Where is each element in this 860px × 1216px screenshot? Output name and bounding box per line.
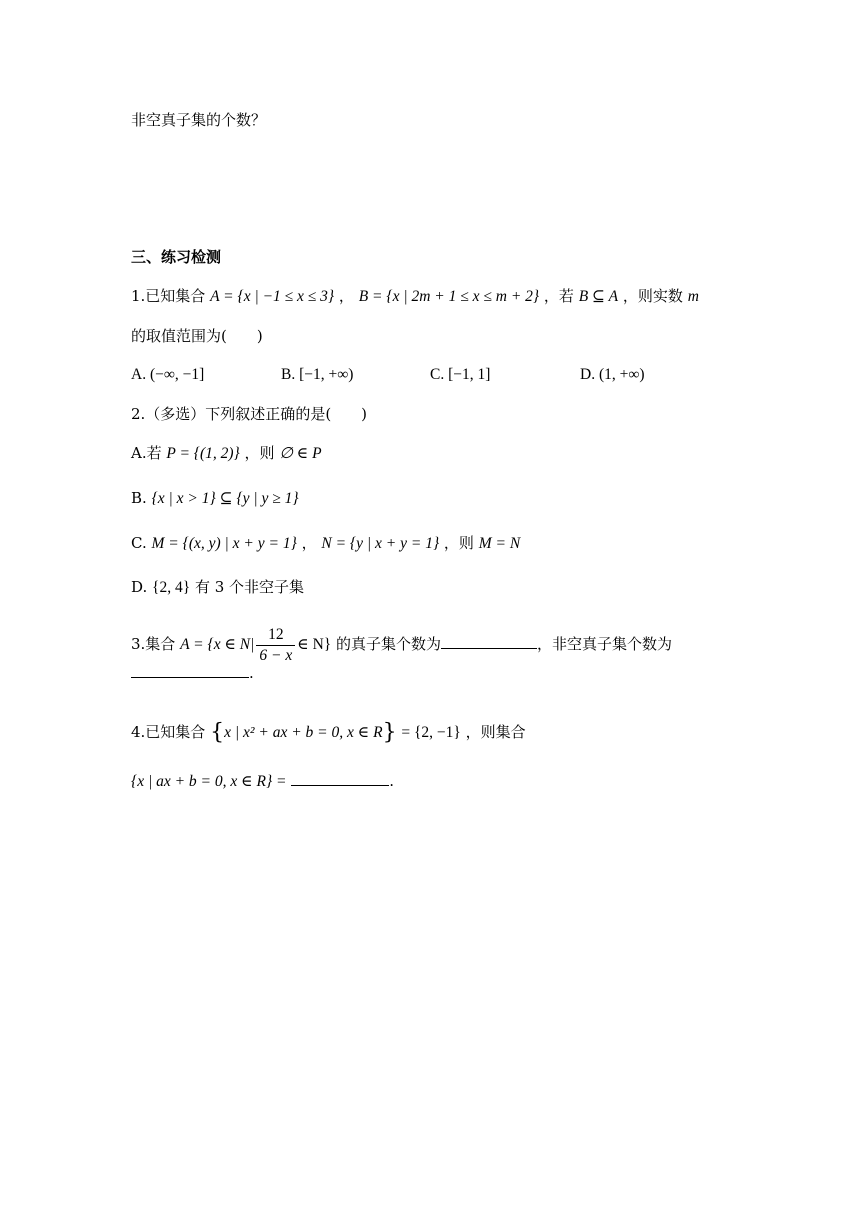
intro-text: 非空真子集的个数？ <box>131 111 267 129</box>
q2-c-math-1: M = {(x, y) | x + y = 1} <box>151 535 297 552</box>
q1-prefix: 1.已知集合 <box>131 287 206 305</box>
q2-option-d <box>131 577 304 598</box>
q2-c-math-3: M = N <box>478 535 521 552</box>
q3-math-right: ∈ N} <box>297 636 332 653</box>
q2-c-sep: ， <box>301 534 317 552</box>
q2-a-math-1: P = {(1, 2)} <box>166 445 240 462</box>
q2-b-prefix: B. <box>131 489 147 507</box>
q1-sep: ， <box>338 287 354 305</box>
question-1-line-2: 的取值范围为( ) <box>131 327 263 345</box>
q2-c-math-2: N = {y | x + y = 1} <box>321 535 440 552</box>
q3-fraction-denominator: 6 − x <box>259 646 293 664</box>
question-1-line-1 <box>131 286 699 307</box>
q4-math: x | x² + ax + b = 0, x ∈ R <box>224 724 383 741</box>
q2-option-b <box>131 488 299 509</box>
section-title: 三、练习检测 <box>131 248 222 266</box>
q2-c-prefix: C. <box>131 534 147 552</box>
q3-fraction <box>256 625 295 666</box>
q4-left-brace: { <box>210 720 225 745</box>
q4-tail: ，则集合 <box>465 723 526 741</box>
q2-d-math: {2, 4} <box>152 579 191 596</box>
question-3-line-1 <box>131 624 672 666</box>
q1-tail: ，则实数 <box>622 287 683 305</box>
q1-option-d: D. (1, +∞) <box>580 366 645 383</box>
q2-a-mid: ，则 <box>244 444 275 462</box>
q1-option-a: A. (−∞, −1] <box>131 366 205 383</box>
q2-d-prefix: D. <box>131 578 148 596</box>
q2-c-mid: ，则 <box>443 534 474 552</box>
q3-answer-blank-1[interactable] <box>441 634 537 649</box>
q1-set-b: B = {x | 2m + 1 ≤ x ≤ m + 2} <box>358 288 540 305</box>
q3-answer-blank-2[interactable] <box>131 663 249 678</box>
q4-right-brace: } <box>382 720 397 745</box>
q2-a-prefix: A.若 <box>131 444 162 462</box>
q4-rhs: = {2, −1} <box>401 724 461 741</box>
q4-end: . <box>389 772 395 790</box>
q1-condition: B ⊆ A <box>578 288 619 305</box>
q4-prefix: 4.已知集合 <box>131 723 206 741</box>
question-2-stem: 2.（多选）下列叙述正确的是( ) <box>131 405 368 423</box>
q1-set-a: A = {x | −1 ≤ x ≤ 3} <box>210 288 335 305</box>
question-3-line-2 <box>131 663 254 683</box>
q2-option-a <box>131 443 322 464</box>
q3-math-left: A = {x ∈ N| <box>180 636 255 653</box>
q3-end: . <box>249 664 254 682</box>
q2-b-math: {x | x > 1} ⊆ {y | y ≥ 1} <box>151 490 299 507</box>
q1-variable: m <box>687 288 699 305</box>
q4-line2-math: {x | ax + b = 0, x ∈ R} = <box>131 773 287 790</box>
q3-fraction-numerator: 12 <box>256 625 295 646</box>
question-4-line-1 <box>131 722 526 743</box>
q2-d-tail: 有 3 个非空子集 <box>194 578 305 596</box>
q2-a-math-2: ∅ ∈ P <box>279 445 322 462</box>
question-4-line-2 <box>131 771 394 792</box>
q1-mid: ，若 <box>543 287 574 305</box>
q4-answer-blank[interactable] <box>291 771 389 786</box>
q1-option-c: C. [−1, 1] <box>430 366 491 383</box>
q3-mid-2: ，非空真子集个数为 <box>537 635 673 653</box>
q3-prefix: 3.集合 <box>131 635 176 653</box>
q1-option-b: B. [−1, +∞) <box>281 366 354 383</box>
q2-option-c <box>131 533 520 554</box>
q3-mid: 的真子集个数为 <box>336 635 442 653</box>
